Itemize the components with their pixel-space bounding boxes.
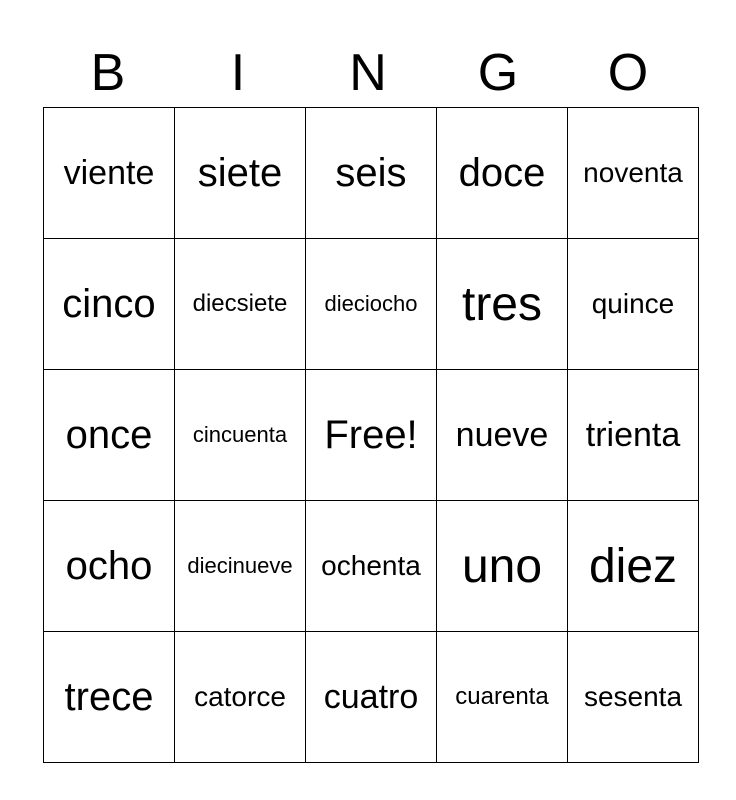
bingo-cell[interactable]: nueve	[437, 370, 568, 501]
header-letter-i: I	[230, 44, 246, 102]
bingo-cell[interactable]: ochenta	[306, 501, 437, 632]
bingo-cell[interactable]: quince	[568, 239, 699, 370]
bingo-cell[interactable]: diecsiete	[175, 239, 306, 370]
bingo-cell[interactable]: uno	[437, 501, 568, 632]
bingo-cell[interactable]: trece	[44, 632, 175, 763]
board-row	[44, 108, 699, 239]
header-letter-o: O	[607, 44, 649, 102]
bingo-cell[interactable]: trienta	[568, 370, 699, 501]
bingo-header	[43, 40, 693, 106]
bingo-cell[interactable]: seis	[306, 108, 437, 239]
bingo-cell[interactable]: siete	[175, 108, 306, 239]
bingo-cell[interactable]: once	[44, 370, 175, 501]
bingo-cell[interactable]: viente	[44, 108, 175, 239]
bingo-cell[interactable]: sesenta	[568, 632, 699, 763]
bingo-cell[interactable]: cuatro	[306, 632, 437, 763]
bingo-cell[interactable]: cuarenta	[437, 632, 568, 763]
free-space-cell[interactable]: Free!	[306, 370, 437, 501]
bingo-cell[interactable]: catorce	[175, 632, 306, 763]
bingo-cell[interactable]: dieciocho	[306, 239, 437, 370]
header-letter-n: N	[349, 44, 387, 102]
header-letter-g: G	[477, 44, 519, 102]
board-row	[44, 239, 699, 370]
bingo-cell[interactable]: cinco	[44, 239, 175, 370]
bingo-cell[interactable]: diez	[568, 501, 699, 632]
board-row	[44, 501, 699, 632]
bingo-cell[interactable]: tres	[437, 239, 568, 370]
bingo-cell[interactable]: doce	[437, 108, 568, 239]
header-letter-b: B	[90, 44, 126, 102]
bingo-cell[interactable]: ocho	[44, 501, 175, 632]
bingo-board	[43, 107, 699, 763]
bingo-cell[interactable]: cincuenta	[175, 370, 306, 501]
board-row	[44, 370, 699, 501]
bingo-cell[interactable]: noventa	[568, 108, 699, 239]
bingo-cell[interactable]: diecinueve	[175, 501, 306, 632]
board-row	[44, 632, 699, 763]
